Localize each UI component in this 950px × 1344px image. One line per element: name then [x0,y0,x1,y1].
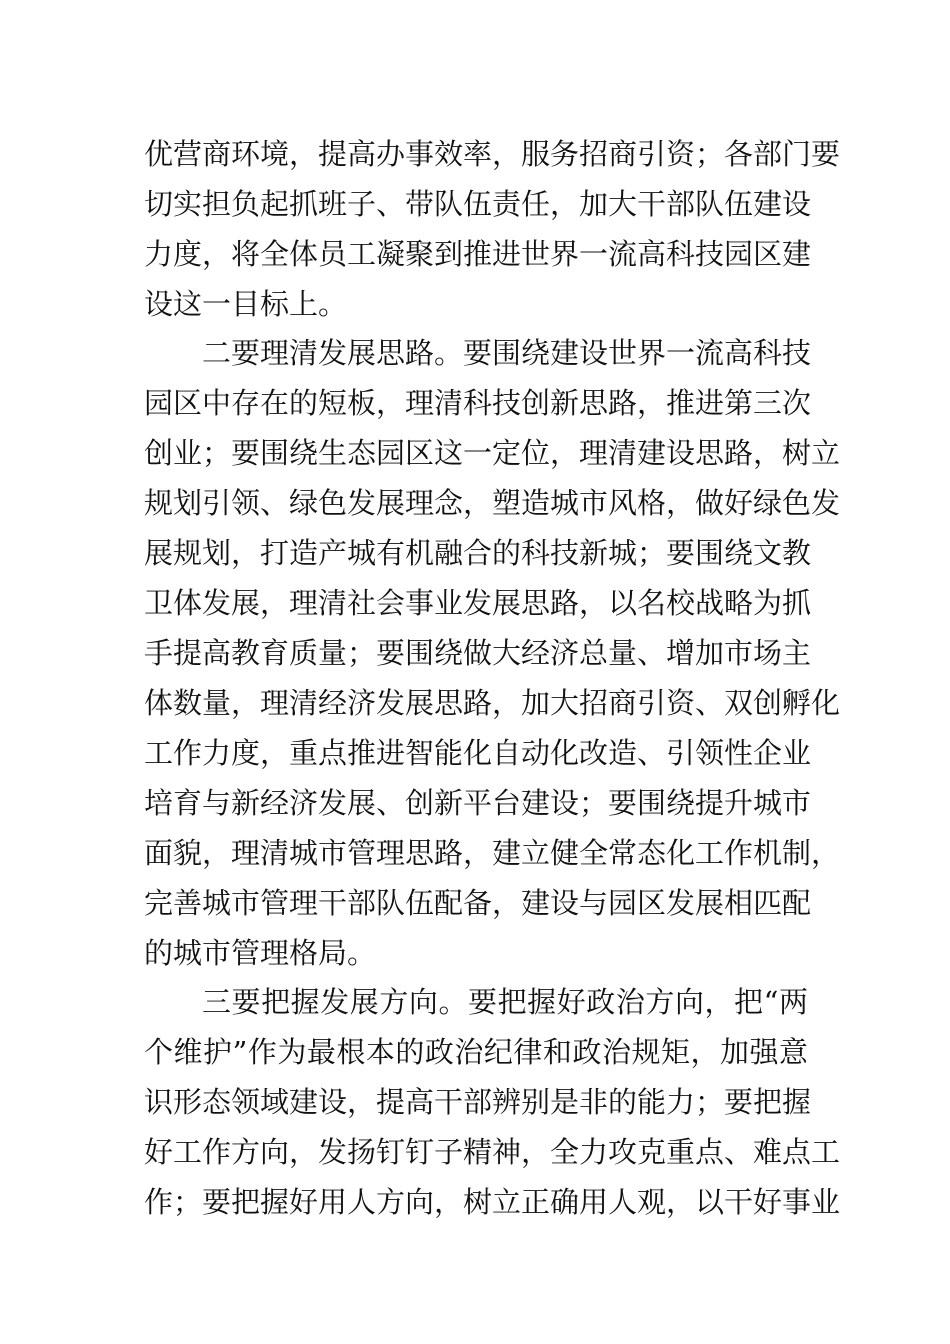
paragraph-2-line-10: 培育与新经济发展、创新平台建设；要围绕提升城市 [144,786,812,820]
paragraph-2-line-1: 二要理清发展思路。要围绕建设世界一流高科技 [202,336,812,370]
paragraph-2-line-4: 规划引领、绿色发展理念，塑造城市风格，做好绿色发 [144,486,841,520]
paragraph-3-line-2: 个维护”作为最根本的政治纪律和政治规矩，加强意 [144,1035,808,1069]
paragraph-1 [144,129,841,329]
paragraph-3-line-3: 识形态领域建设，提高干部辨别是非的能力；要把握 [144,1085,812,1119]
paragraph-1-line-2: 切实担负起抓班子、带队伍责任，加大干部队伍建设 [144,187,812,221]
paragraph-1-line-1: 优营商环境，提高办事效率，服务招商引资；各部门要 [144,137,841,171]
paragraph-2-line-12: 完善城市管理干部队伍配备，建设与园区发展相匹配 [144,886,812,920]
paragraph-2-line-2: 园区中存在的短板，理清科技创新思路，推进第三次 [144,386,812,420]
paragraph-2-line-5: 展规划，打造产城有机融合的科技新城；要围绕文教 [144,536,812,570]
paragraph-3-line-4: 好工作方向，发扬钉钉子精神，全力攻克重点、难点工 [144,1135,841,1169]
paragraph-2-line-8: 体数量，理清经济发展思路，加大招商引资、双创孵化 [144,686,841,720]
paragraph-2-line-13: 的城市管理格局。 [144,936,377,970]
paragraph-2-line-7: 手提高教育质量；要围绕做大经济总量、增加市场主 [144,636,812,670]
paragraph-3-line-1: 三要把握发展方向。要把握好政治方向，把“两 [202,985,808,1019]
paragraph-2-line-9: 工作力度，重点推进智能化自动化改造、引领性企业 [144,736,812,770]
paragraph-3-line-5: 作；要把握好用人方向，树立正确用人观，以干好事业 [144,1185,841,1219]
paragraph-2-line-3: 创业；要围绕生态园区这一定位，理清建设思路，树立 [144,436,841,470]
paragraph-3 [144,977,841,1227]
paragraph-1-line-4: 设这一目标上。 [144,287,348,321]
paragraph-2-line-11: 面貌，理清城市管理思路，建立健全常态化工作机制， [144,836,841,870]
paragraph-2-line-6: 卫体发展，理清社会事业发展思路，以名校战略为抓 [144,586,812,620]
paragraph-2 [144,328,841,978]
paragraph-1-line-3: 力度，将全体员工凝聚到推进世界一流高科技园区建 [144,237,812,271]
